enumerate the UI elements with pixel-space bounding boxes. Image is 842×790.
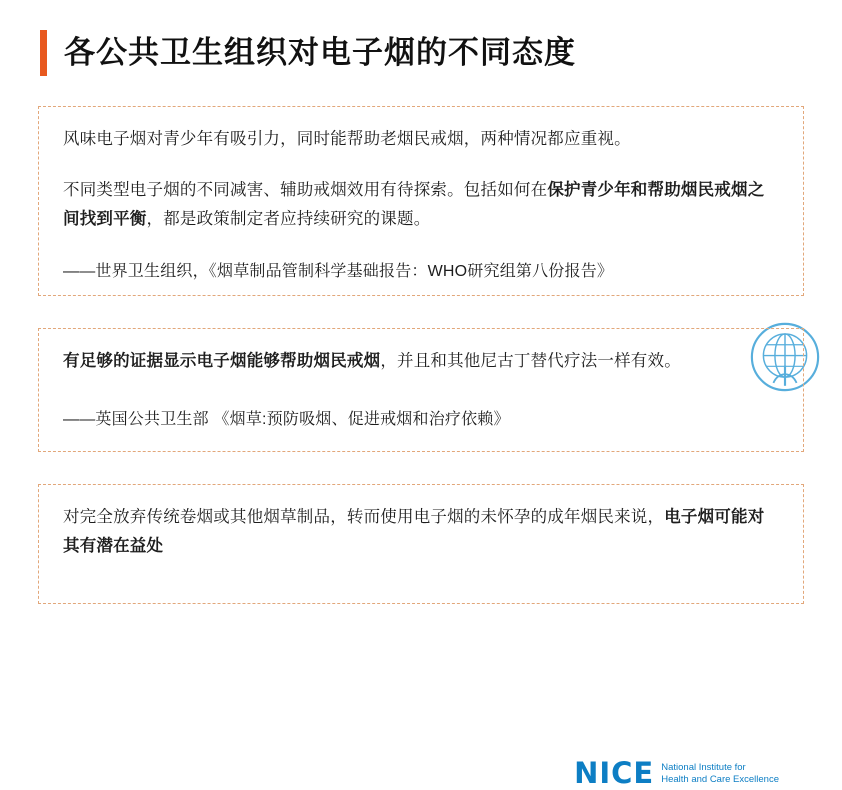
quote-text: 不同类型电子烟的不同减害、辅助戒烟效用有待探索。包括如何在 xyxy=(63,180,548,199)
quote-box-who xyxy=(38,106,804,296)
quote-text: ，都是政策制定者应持续研究的课题。 xyxy=(146,209,431,228)
quote-text: 风味电子烟对青少年有吸引力，同时能帮助老烟民戒烟，两种情况都应重视。 xyxy=(63,130,631,148)
nice-logo-wordmark: NICE xyxy=(574,756,655,790)
quote-text: ，并且和其他尼古丁替代疗法一样有效。 xyxy=(380,352,681,370)
quote-paragraph xyxy=(63,503,779,561)
page-title-text: 各公共卫生组织对电子烟的不同态度 xyxy=(64,34,576,70)
nice-logo-tagline-line2: Health and Care Excellence xyxy=(661,773,779,785)
quote-box-third xyxy=(38,484,804,604)
nice-logo-tagline-line1: National Institute for xyxy=(661,761,746,773)
document-page xyxy=(0,30,842,790)
quote-text-bold: 电子烟可能对其有潜在益处 xyxy=(63,508,765,555)
page-title xyxy=(40,30,814,76)
title-accent-bar xyxy=(40,30,47,76)
quote-text-bold: 保护青少年和帮助烟民戒烟之间找到平衡 xyxy=(63,180,765,228)
quote-paragraph xyxy=(63,347,779,376)
quote-source: ——世界卫生组织，《烟草制品管制科学基础报告：WHO研究组第八份报告》 xyxy=(63,262,614,280)
nice-logo xyxy=(574,756,779,790)
quote-text-bold: 有足够的证据显示电子烟能够帮助烟民戒烟 xyxy=(63,352,381,370)
nice-logo-tagline xyxy=(661,762,779,786)
quote-text: 对完全放弃传统卷烟或其他烟草制品，转而使用电子烟的未怀孕的成年烟民来说， xyxy=(63,508,665,526)
quote-source: ——英国公共卫生部 《烟草:预防吸烟、促进戒烟和治疗依赖》 xyxy=(63,410,510,428)
quote-paragraph xyxy=(63,176,779,234)
quote-paragraph xyxy=(63,125,779,154)
